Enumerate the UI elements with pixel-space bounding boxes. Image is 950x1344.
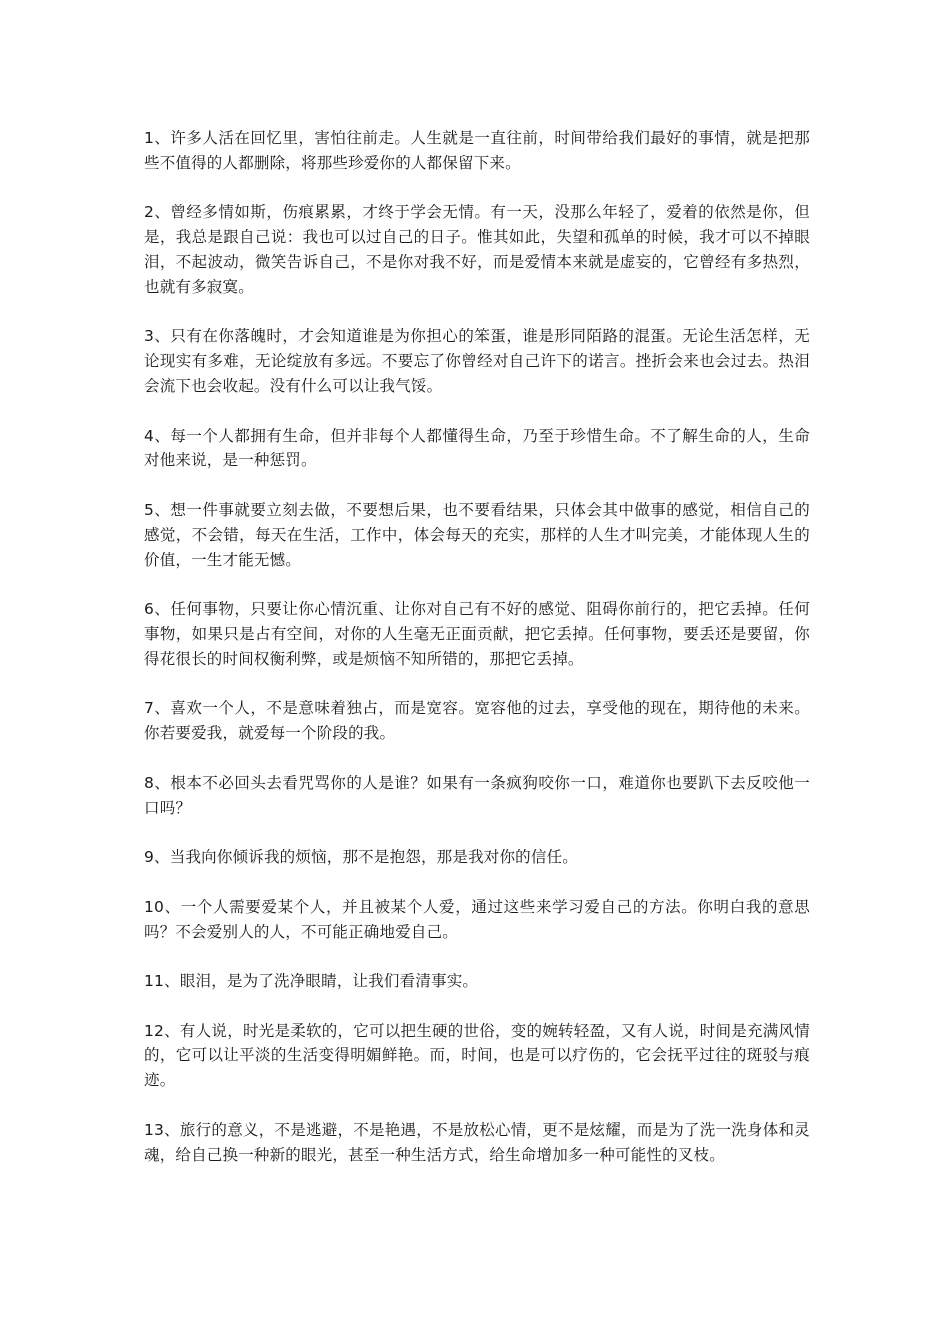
paragraph-9: 9、当我向你倾诉我的烦恼，那不是抱怨，那是我对你的信任。: [144, 848, 578, 867]
document-body: [144, 126, 810, 1192]
paragraph-3: 3、只有在你落魄时，才会知道谁是为你担心的笨蛋，谁是形同陌路的混蛋。无论生活怎样，无论现实有多难，无论绽放有多远。不要忘了你曾经对自己许下的诺言。挫折会来也会过去。热泪会流下也会收起。没有什么可以让我气馁。: [144, 327, 810, 395]
paragraph-8: 8、根本不必回头去看咒骂你的人是谁？如果有一条疯狗咬你一口，难道你也要趴下去反咬他一口吗？: [144, 773, 810, 817]
paragraph-6: 6、任何事物，只要让你心情沉重、让你对自己有不好的感觉、阻碍你前行的，把它丢掉。任何事物，如果只是占有空间，对你的人生毫无正面贡献，把它丢掉。任何事物，要丢还是要留，你得花很长的时间权衡利弊，或是烦恼不知所错的，那把它丢掉。: [144, 600, 810, 668]
paragraph-7: 7、喜欢一个人，不是意味着独占，而是宽容。宽容他的过去，享受他的现在，期待他的未来。你若要爱我，就爱每一个阶段的我。: [144, 699, 810, 743]
paragraph-1: 1、许多人活在回忆里，害怕往前走。人生就是一直往前，时间带给我们最好的事情，就是把那些不值得的人都删除，将那些珍爱你的人都保留下来。: [144, 129, 810, 172]
paragraph-11: 11、眼泪，是为了洗净眼睛，让我们看清事实。: [144, 972, 479, 991]
paragraph-12: 12、有人说，时光是柔软的，它可以把生硬的世俗，变的婉转轻盈，又有人说，时间是充满风情的，它可以让平淡的生活变得明媚鲜艳。而，时间，也是可以疗伤的，它会抚平过往的斑驳与痕迹。: [144, 1021, 810, 1090]
paragraph-4: 4、每一个人都拥有生命，但并非每个人都懂得生命，乃至于珍惜生命。不了解生命的人，生命对他来说，是一种惩罚。: [144, 426, 810, 470]
paragraph-13: 13、旅行的意义，不是逃避，不是艳遇，不是放松心情，更不是炫耀，而是为了洗一洗身体和灵魂，给自己换一种新的眼光，甚至一种生活方式，给生命增加多一种可能性的叉枝。: [144, 1120, 810, 1164]
paragraph-2: 2、曾经多情如斯，伤痕累累，才终于学会无情。有一天，没那么年轻了，爱着的依然是你，但是，我总是跟自己说：我也可以过自己的日子。惟其如此，失望和孤单的时候，我才可以不掉眼泪，不起波动，微笑告诉自己，不是你对我不好，而是爱情本来就是虚妄的，它曾经有多热烈，也就有多寂寞。: [144, 203, 810, 296]
paragraph-5: 5、想一件事就要立刻去做，不要想后果，也不要看结果，只体会其中做事的感觉，相信自己的感觉，不会错，每天在生活，工作中，体会每天的充实，那样的人生才叫完美，才能体现人生的价值，一生才能无憾。: [144, 500, 810, 569]
paragraph-10: 10、一个人需要爱某个人，并且被某个人爱，通过这些来学习爱自己的方法。你明白我的意思吗？不会爱别人的人，不可能正确地爱自己。: [144, 897, 810, 941]
